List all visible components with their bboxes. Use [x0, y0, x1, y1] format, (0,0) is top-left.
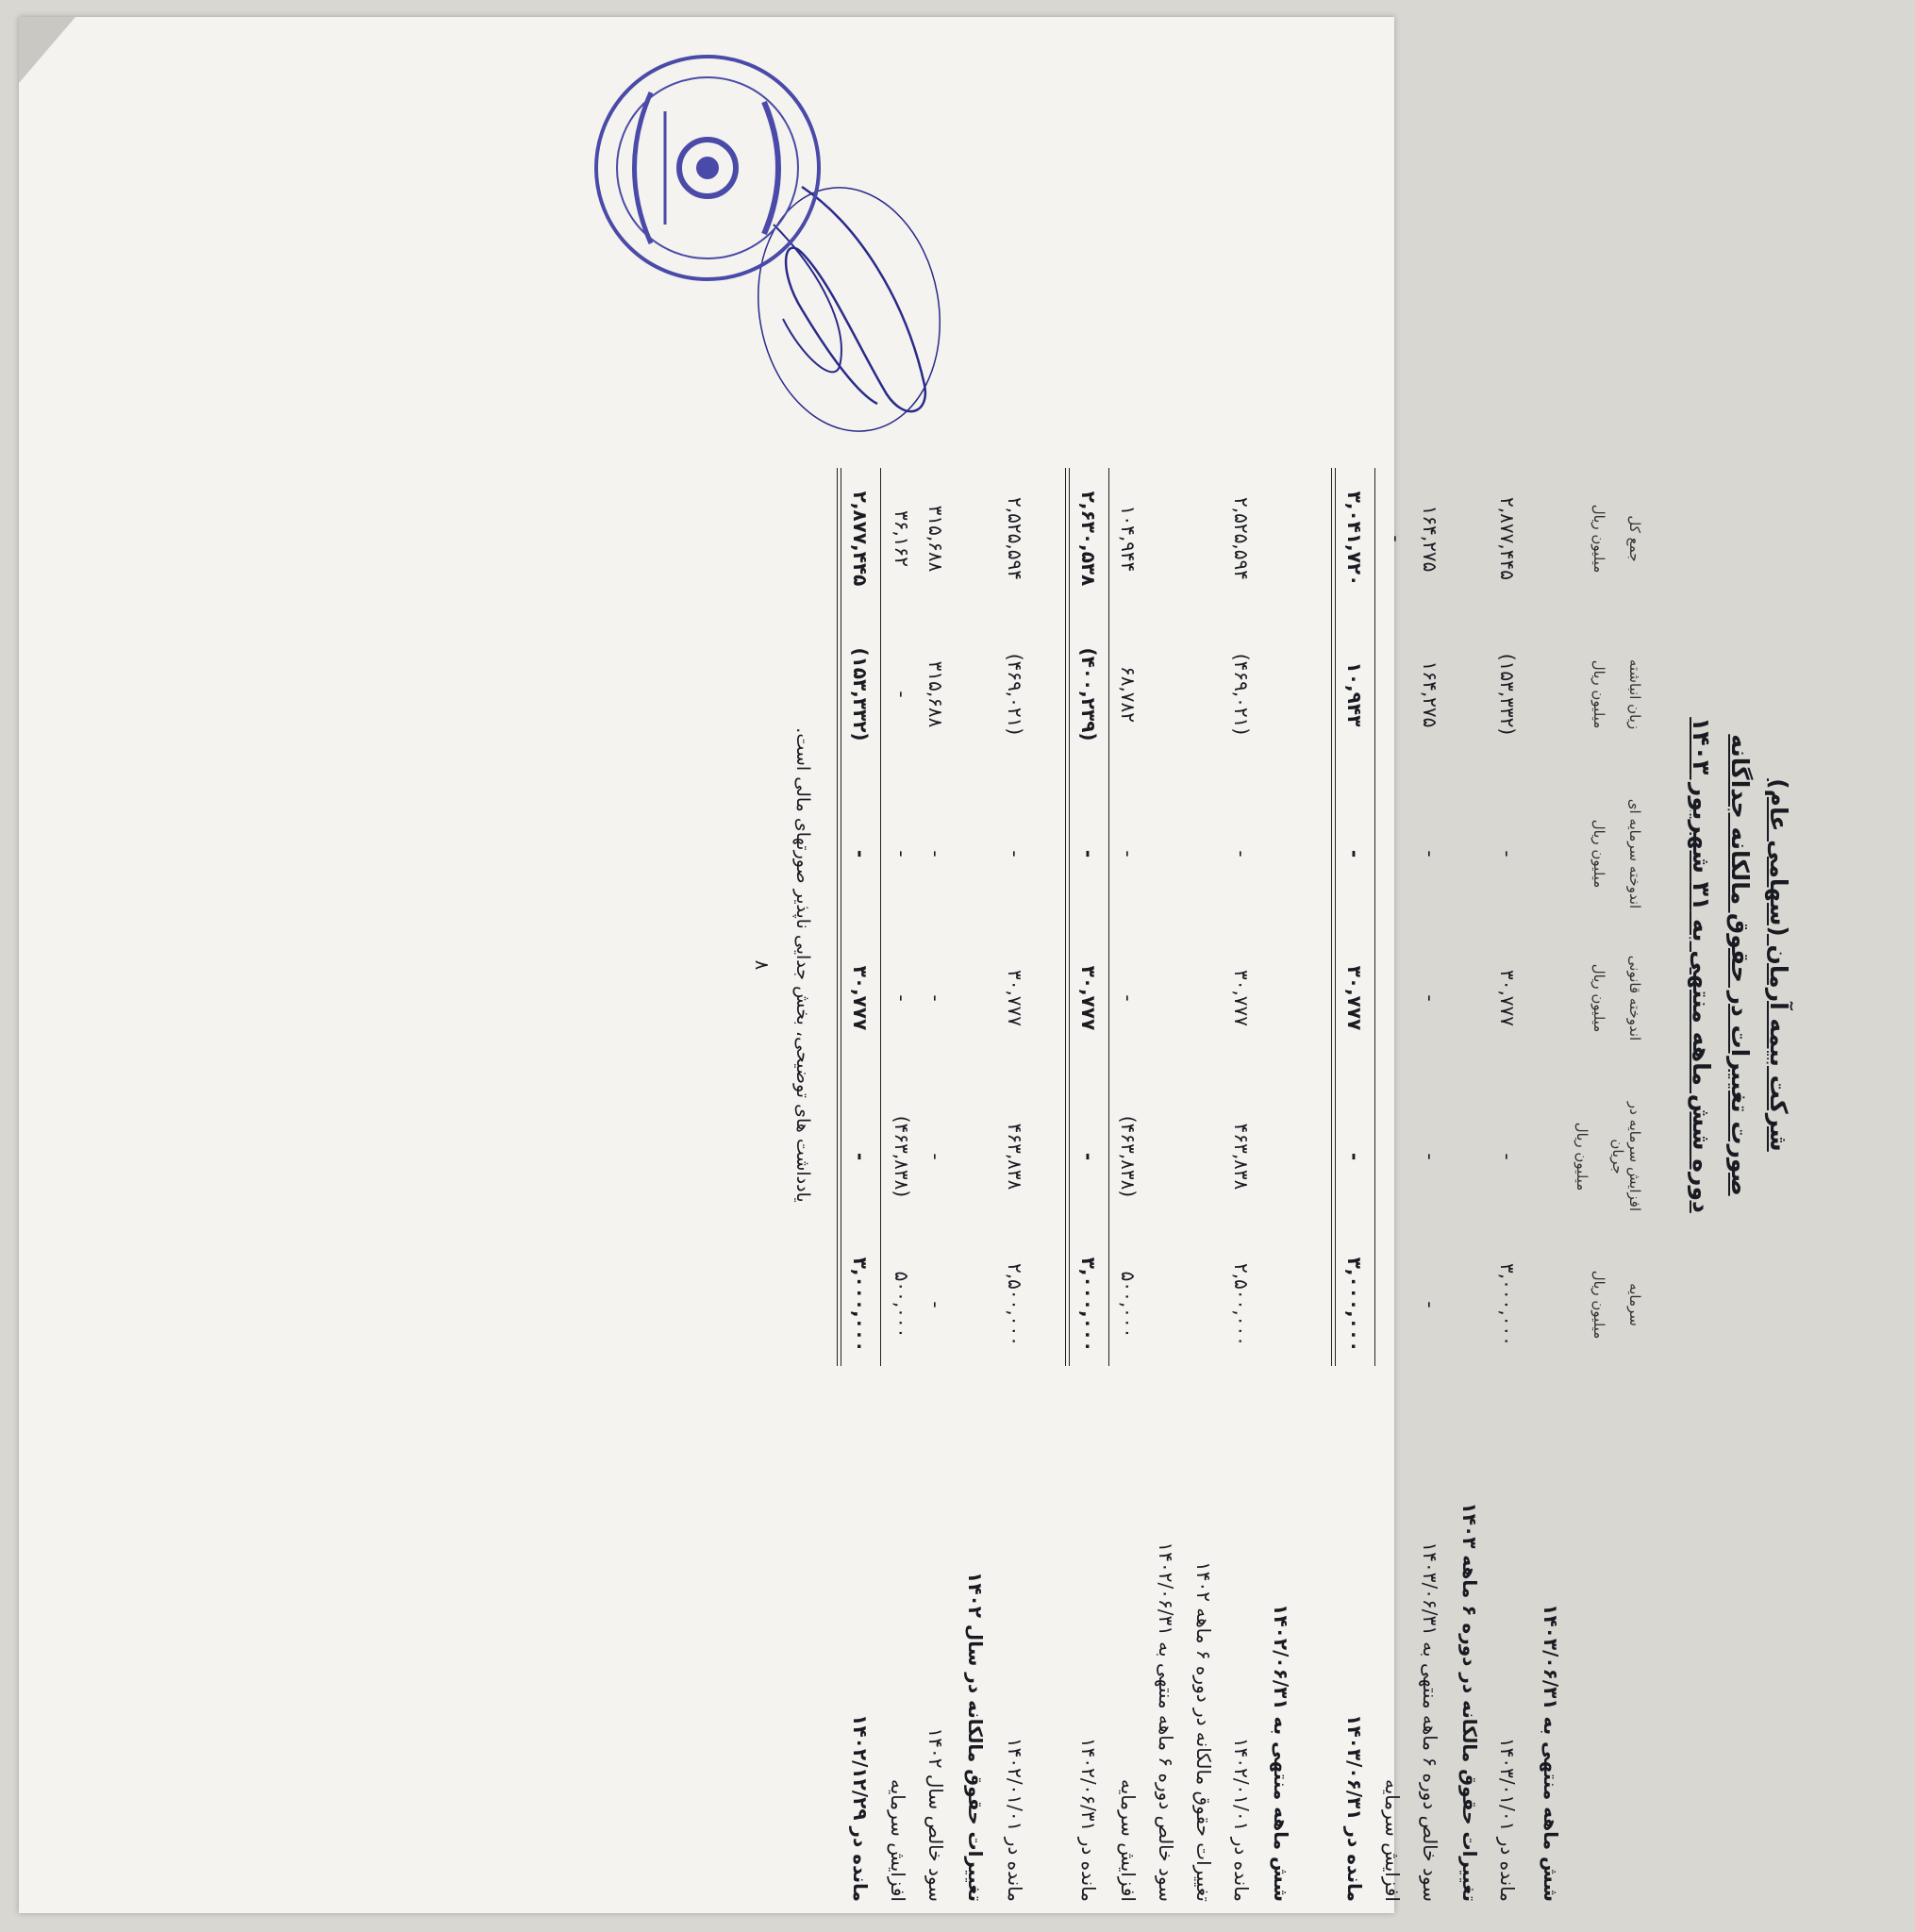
row-label: مانده در ۱۴۰۲/۱۲/۲۹	[849, 1714, 872, 1902]
col-header-label: سرمایه	[1626, 1283, 1643, 1326]
cell: ۳۰,۷۷۷	[1230, 969, 1253, 1027]
cell: ۲,۸۷۷,۴۴۵	[1496, 497, 1519, 580]
cell: ۱۰,۹۴۳	[1343, 661, 1366, 727]
col-header-label: زیان انباشته	[1626, 658, 1643, 730]
cell: -	[1419, 994, 1441, 1002]
col-header-label: افزایش سرمایه در جریان	[1609, 1101, 1643, 1212]
cell: -	[1077, 849, 1100, 858]
col-header-label: اندوخته سرمایه ای	[1626, 798, 1643, 909]
col-header-label: اندوخته قانونی	[1626, 955, 1643, 1041]
cell: ۳,۰۰۰,۰۰۰	[849, 1257, 872, 1353]
page-number: ۸	[751, 959, 774, 971]
row-label: افزایش سرمایه	[1381, 1778, 1404, 1902]
title-block	[1676, 17, 1792, 1913]
row-label: شش ماهه منتهی به ۱۴۰۳/۰۶/۳۱	[1540, 1604, 1562, 1902]
cell: (۴۶۹,۰۲۱)	[1230, 653, 1253, 736]
cell: ۱۶۴,۲۷۵	[1419, 505, 1441, 573]
cell: (۴۰۰,۲۳۹)	[1077, 647, 1100, 741]
document-page	[19, 17, 1792, 1913]
col-header-unit: میلیون ریال	[1590, 659, 1607, 729]
rotated-statement	[540, 17, 1915, 1913]
cell: ۳,۰۰۰,۰۰۰	[1343, 1257, 1366, 1353]
row-label: تغییرات حقوق مالکانه در دوره ۶ ماهه ۱۴۰۲	[1192, 1561, 1215, 1902]
cell: -	[1496, 850, 1519, 858]
company-name: شرکت بیمه آرمان (سهامی عام)	[1765, 778, 1792, 1152]
cell: ۵۰۰,۰۰۰	[1117, 1271, 1140, 1339]
cell: ۲,۵۰۰,۰۰۰	[1004, 1263, 1026, 1346]
statement-title: صورت تغییرات در حقوق مالکانه جداگانه	[1726, 734, 1754, 1196]
col-header-total	[1590, 468, 1643, 609]
cell: ۲,۶۳۰,۵۳۸	[1077, 491, 1100, 587]
row-label: سود خالص دوره ۶ ماهه منتهی به ۱۴۰۳/۰۶/۳۱	[1419, 1541, 1441, 1902]
cell: (۱۵۳,۳۳۲)	[1496, 653, 1519, 736]
col-header-unit: میلیون ریال	[1590, 1270, 1607, 1340]
cell: -	[924, 994, 947, 1002]
cell: -	[849, 1152, 872, 1161]
cell: -	[1343, 849, 1366, 858]
col-header-capital-increase	[1574, 1086, 1643, 1227]
col-header-unit: میلیون ریال	[1574, 1122, 1590, 1191]
col-header-unit: میلیون ریال	[1590, 819, 1607, 889]
cell: ۴۶۳,۸۳۸	[1004, 1123, 1026, 1191]
footer-note: یادداشت های توضیحی، بخش جدایی ناپذیر صورتهای مالی است.	[792, 727, 813, 1203]
cell: -	[1004, 850, 1026, 858]
cell: ۲,۵۰۰,۰۰۰	[1230, 1263, 1253, 1346]
cell: -	[1419, 1153, 1441, 1160]
row-label: مانده در ۱۴۰۳/۰۶/۳۱	[1343, 1714, 1366, 1902]
cell: (۴۶۳,۸۳۸)	[891, 1115, 913, 1198]
cell: ۳۱۵,۶۸۸	[924, 660, 947, 728]
col-header-legal-reserve	[1590, 927, 1643, 1069]
row-label: سود خالص سال ۱۴۰۲	[924, 1727, 947, 1902]
cell: ۴۶۳,۸۳۸	[1230, 1123, 1253, 1191]
cell: -	[924, 1301, 947, 1308]
row-label: مانده در ۱۴۰۲/۰۶/۳۱	[1077, 1737, 1100, 1902]
cell: ۱۰۴,۹۴۴	[1117, 505, 1140, 573]
col-header-accumulated-loss	[1590, 624, 1643, 765]
col-header-unit: میلیون ریال	[1590, 504, 1607, 574]
cell: -	[1117, 850, 1140, 858]
cell: ۳,۰۰۰,۰۰۰	[1496, 1263, 1519, 1346]
cell: ۳,۰۰۰,۰۰۰	[1077, 1257, 1100, 1353]
cell: -	[849, 849, 872, 858]
subtotal-rule	[1374, 468, 1375, 1366]
row-label: مانده در ۱۴۰۲/۰۱/۰۱	[1230, 1737, 1253, 1902]
row-label: مانده در ۱۴۰۲/۰۱/۰۱	[1004, 1737, 1026, 1902]
row-label: افزایش سرمایه	[887, 1778, 909, 1902]
cell: ۳۶,۱۶۲	[891, 509, 913, 568]
row-label: مانده در ۱۴۰۳/۰۱/۰۱	[1496, 1737, 1519, 1902]
cell: -	[1419, 850, 1441, 858]
row-label: تغییرات حقوق مالکانه در سال ۱۴۰۲	[964, 1572, 987, 1902]
cell: ۲,۵۲۵,۵۹۴	[1004, 497, 1026, 580]
cell: ۳۰,۷۷۷	[1496, 969, 1519, 1027]
cell: ۳۰,۷۷۷	[1004, 969, 1026, 1027]
row-label: شش ماهه منتهی به ۱۴۰۲/۰۶/۳۱	[1270, 1604, 1292, 1902]
col-header-unit: میلیون ریال	[1590, 963, 1607, 1033]
cell: -	[1385, 535, 1407, 542]
total-double-rule	[1331, 468, 1336, 1366]
cell: -	[1343, 1152, 1366, 1161]
cell: ۶۸,۷۸۲	[1117, 665, 1140, 724]
cell: -	[1117, 994, 1140, 1002]
subtotal-rule	[880, 468, 881, 1366]
cell: -	[1419, 1301, 1441, 1308]
total-double-rule	[837, 468, 841, 1366]
col-header-capital-reserve	[1590, 783, 1643, 924]
cell: ۲,۸۷۷,۴۴۵	[849, 491, 872, 587]
col-header-capital	[1590, 1234, 1643, 1375]
cell: -	[1077, 1152, 1100, 1161]
cell: -	[1496, 1153, 1519, 1160]
cell: -	[891, 691, 913, 698]
cell: ۳۰,۷۷۷	[849, 965, 872, 1031]
cell: -	[891, 994, 913, 1002]
cell: ۲,۵۲۵,۵۹۴	[1230, 497, 1253, 580]
company-stamp	[585, 45, 830, 291]
row-label: افزایش سرمایه	[1117, 1778, 1140, 1902]
cell: ۳۰,۷۷۷	[1077, 965, 1100, 1031]
total-double-rule	[1065, 468, 1070, 1366]
cell: -	[924, 1153, 947, 1160]
cell: (۱۵۳,۳۳۲)	[849, 647, 872, 741]
cell: ۳,۰۴۱,۷۲۰	[1343, 491, 1366, 587]
cell: ۵۰۰,۰۰۰	[891, 1271, 913, 1339]
row-label: سود خالص دوره ۶ ماهه منتهی به ۱۴۰۲/۰۶/۳۱	[1155, 1541, 1177, 1902]
cell: -	[924, 850, 947, 858]
subtotal-rule	[1108, 468, 1109, 1366]
cell: -	[1230, 850, 1253, 858]
row-label: تغییرات حقوق مالکانه در دوره ۶ ماهه ۱۴۰۳	[1458, 1502, 1481, 1902]
cell: ۱۶۴,۲۷۵	[1419, 660, 1441, 728]
cell: -	[891, 850, 913, 858]
cell: ۳۰,۷۷۷	[1343, 965, 1366, 1031]
col-header-label: جمع کل	[1626, 515, 1643, 562]
cell: ۳۱۵,۶۸۸	[924, 505, 947, 573]
cell: (۴۶۹,۰۲۱)	[1004, 653, 1026, 736]
cell: (۴۶۳,۸۳۸)	[1117, 1115, 1140, 1198]
period-title: دوره شش ماهه منتهی به ۳۱ شهریور ۱۴۰۳	[1688, 717, 1715, 1213]
